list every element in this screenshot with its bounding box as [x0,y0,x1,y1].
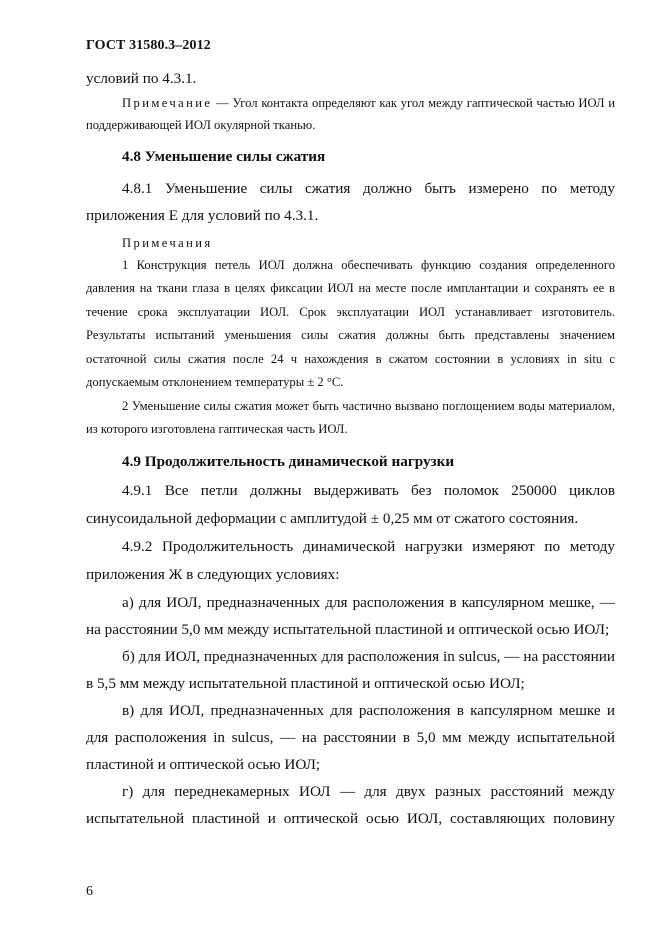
note-item-2: 2 Уменьшение силы сжатия может быть частично вызвано поглощением воды материалом, из которого изготовлена гаптическая часть ИОЛ. [86,398,615,437]
paragraph-4-9-2: 4.9.2 Продолжительность динамической нагрузки измеряют по методу приложения Ж в следующих условиях: [86,537,615,583]
list-item-a: а) для ИОЛ, предназначенных для расположения в капсулярном мешке, — на расстоянии 5,0 мм между испытательной пластиной и оптической осью ИОЛ; [86,593,615,638]
note-text: — Угол контакта определяют как угол между гаптической частью ИОЛ и поддерживающей ИОЛ окулярной тканью. [86,96,615,133]
note-paragraph [86,92,615,137]
section-heading-4-9: 4.9 Продолжительность динамической нагрузки [122,452,455,470]
page-number: 6 [86,884,93,899]
section-heading-4-8: 4.8 Уменьшение силы сжатия [122,147,326,165]
document-body [86,66,615,832]
notes-label: Примечания [122,235,213,250]
list-item-v: в) для ИОЛ, предназначенных для расположения в капсулярном мешке и для расположения in sulcus, — на расстоянии в 5,0 мм между испытательной пластиной и оптической осью ИОЛ; [86,701,615,773]
document-page [86,0,615,936]
paragraph-4-9-1: 4.9.1 Все петли должны выдерживать без поломок 250000 циклов синусоидальной деформации с амплитудой ± 0,25 мм от сжатого состояния. [86,481,615,527]
list-item-g: г) для переднекамерных ИОЛ — для двух разных расстояний между испытательной пластиной и оптической осью ИОЛ, составляющих половину [86,782,615,827]
paragraph-4-8-1: 4.8.1 Уменьшение силы сжатия должно быть измерено по методу приложения Е для условий по 4.3.1. [86,179,615,224]
note-label: Примечание [122,96,213,110]
note-item-1: 1 Конструкция петель ИОЛ должна обеспечивать функцию создания определенного давления на ткани глаза в целях фиксации ИОЛ на месте после имплантации и сохранять ее в течение срока эксплуатации ИОЛ. Срок эксплуатации ИОЛ устанавливает изготовитель. Результаты испытаний уменьшения силы сжатия должны быть представлены значением остаточной силы сжатия после 24 ч нахождения в сжатом состоянии в условиях in situ с допускаемым отклонением температуры ± 2 °С. [86,257,615,390]
list-item-b: б) для ИОЛ, предназначенных для расположения in sulcus, — на расстоянии в 5,5 мм между испытательной пластиной и оптической осью ИОЛ; [86,647,615,692]
paragraph-continuation: условий по 4.3.1. [86,70,197,87]
document-header: ГОСТ 31580.3–2012 [86,38,211,53]
